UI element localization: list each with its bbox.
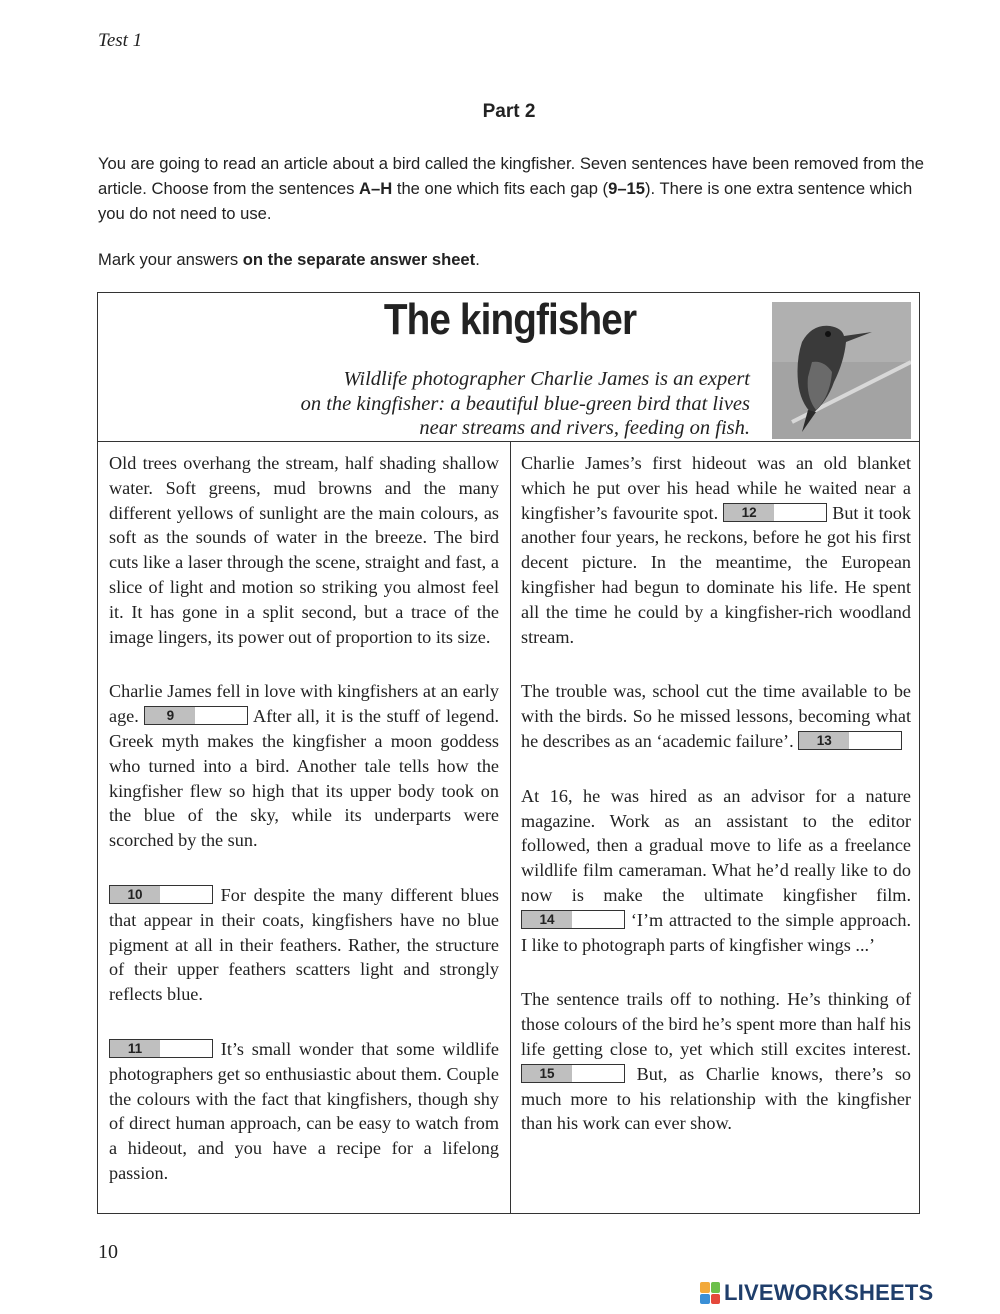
subtitle-line-1: Wildlife photographer Charlie James is an expert [343, 368, 750, 390]
left-paragraph-1: Old trees overhang the stream, half shading shallow water. Soft greens, mud browns and the many different yellows of sunlight are the main colours, as soft as the sounds of water in the breeze. The bird cuts like a laser through the scene, straight and fast, a slice of light and motion so striking you almost feel it. It has gone in a split second, but a trace of the image lingers, its power out of proportion to its size. [109, 453, 499, 647]
gap-15-box[interactable] [521, 1064, 625, 1083]
right-p1-start: Charlie James’s first hideout was an old blanket which he put over his head while he waited near a kingfisher’s favourite spot. [521, 453, 911, 523]
left-paragraph-2 [109, 679, 499, 853]
right-paragraph-2 [521, 679, 911, 753]
instructions-text-2: the one which fits each gap ( [392, 179, 609, 198]
liveworksheets-logo-text: LIVEWORKSHEETS [724, 1280, 934, 1305]
subtitle-line-2: on the kingfisher: a beautiful blue-green bird that lives [300, 392, 750, 415]
gap-11-number: 11 [110, 1040, 160, 1057]
instructions-text-3: ). There is one extra sentence which you do not need to use. [98, 179, 913, 223]
mark-suffix: . [475, 250, 480, 269]
right-p1-end: But it took another four years, he reckons, before he got his first decent picture. In the meantime, the European kingfisher had begun to dominate his life. He spent all the time he could by a kingfisher-rich woodland stream. [521, 502, 911, 647]
gap-13-number: 13 [799, 732, 849, 749]
right-paragraph-4 [521, 987, 911, 1136]
article-subtitle [250, 367, 750, 441]
subtitle-line-3: near streams and rivers, feeding on fish. [419, 417, 750, 439]
instructions-range-letters: A–H [359, 179, 393, 198]
header-divider [97, 441, 920, 442]
instructions-text-1: You are going to read an article about a bird called the kingfisher. Seven sentences have been removed from the article. Choose from the sentences [98, 154, 924, 198]
gap-13-box[interactable] [798, 731, 902, 750]
left-p4-text: It’s small wonder that some wildlife photographers get so enthusiastic about them. Couple the colours with the fact that kingfishers, though shy of direct human approach, can be easy to watch from a hideout, and you have a recipe for a lifelong passion. [109, 1038, 499, 1183]
gap-11-box[interactable] [109, 1039, 213, 1058]
answer-sheet-instruction [98, 250, 480, 270]
gap-10-box[interactable] [109, 885, 213, 904]
kingfisher-illustration [772, 302, 911, 439]
article-title: The kingfisher [383, 295, 637, 344]
gap-15-number: 15 [522, 1065, 572, 1082]
column-divider [510, 442, 511, 1213]
left-p3-text: For despite the many different blues that appear in their coats, kingfishers have no blue pigment at all in their feathers. Rather, the structure of their upper feathers scatters light and strongly reflects blue. [109, 884, 499, 1005]
right-p3-end: ‘I’m attracted to the simple approach. I like to photograph parts of kingfisher wings ...’ [521, 909, 911, 955]
gap-12-box[interactable] [723, 503, 827, 522]
gap-9-number: 9 [145, 707, 195, 724]
kingfisher-photo [772, 302, 911, 439]
right-p4-start: The sentence trails off to nothing. He’s thinking of those colours of the bird he’s spent more than half his life getting close to, yet which still excites interest. [521, 989, 911, 1059]
left-paragraph-4 [109, 1037, 499, 1186]
left-p2-start: Charlie James fell in love with kingfishers at an early age. [109, 681, 499, 727]
right-p4-end: But, as Charlie knows, there’s so much more to his relationship with the kingfisher than his work can ever show. [521, 1063, 911, 1134]
left-column [109, 451, 499, 1216]
right-column [521, 451, 911, 1166]
test-label: Test 1 [98, 30, 143, 51]
gap-14-box[interactable] [521, 910, 625, 929]
page-number: 10 [98, 1241, 118, 1263]
mark-prefix: Mark your answers [98, 250, 243, 269]
liveworksheets-icon [700, 1282, 720, 1304]
gap-12-number: 12 [724, 504, 774, 521]
left-p2-end: After all, it is the stuff of legend. Greek myth makes the kingfisher a moon goddess who turned into a bird. Another tale tells how the kingfisher flew so high that its upper body took on the blue of the sky, while its underparts were scorched by the sun. [109, 706, 499, 851]
mark-bold: on the separate answer sheet [242, 250, 476, 269]
right-p3-start: At 16, he was hired as an advisor for a nature magazine. Work as an assistant to the editor followed, then a gradual move to life as a freelance wildlife film cameraman. What he’d really like to do now is make the ultimate kingfisher film. [521, 785, 911, 905]
instructions [98, 151, 928, 226]
gap-9-box[interactable] [144, 706, 248, 725]
left-paragraph-3 [109, 883, 499, 1007]
gap-10-number: 10 [110, 886, 160, 903]
right-paragraph-1 [521, 451, 911, 649]
part-title: Part 2 [482, 101, 536, 122]
gap-14-number: 14 [522, 911, 572, 928]
instructions-gap-range: 9–15 [608, 179, 646, 198]
liveworksheets-logo[interactable] [700, 1278, 933, 1308]
right-paragraph-3 [521, 784, 911, 958]
right-p2-text: The trouble was, school cut the time available to be with the birds. So he missed lessons, becoming what he describes as an ‘academic failure’. [521, 681, 911, 751]
